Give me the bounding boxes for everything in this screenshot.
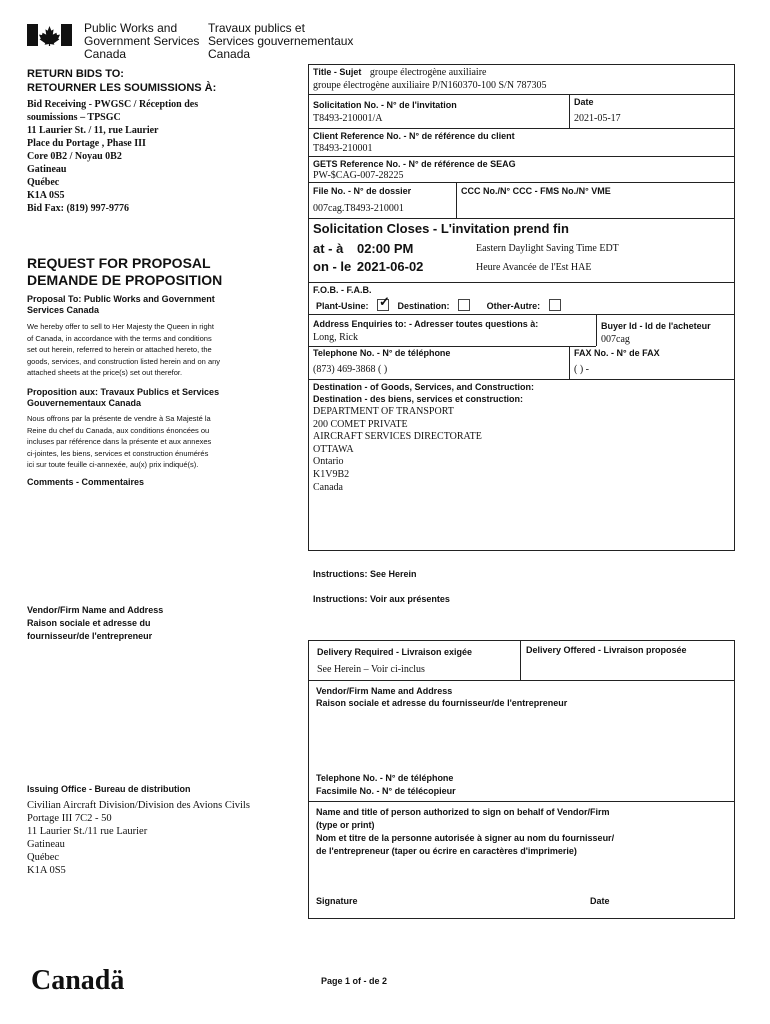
solicitation-label: Solicitation No. - N° de l'invitation [313,100,457,110]
destination-goods-value: DEPARTMENT OF TRANSPORT 200 COMET PRIVATE AIRCRAFT SERVICES DIRECTORATE OTTAWA Ontario K1V9B2 Canada [313,406,482,493]
fob-label: F.O.B. - F.A.B. [313,285,372,295]
request-for-proposal-title: REQUEST FOR PROPOSAL DEMANDE DE PROPOSITION [27,255,223,288]
department-name-en: Public Works and Government Services Canada [84,21,200,61]
closing-time-value: 02:00 PM [356,241,414,256]
signature-label: Signature [316,896,358,906]
title-value-full: groupe électrogène auxiliaire P/N160370-100 S/N 787305 [313,80,547,91]
gets-reference-value: PW-$CAG-007-28225 [313,170,404,181]
instructions-en: Instructions: See Herein [313,569,417,579]
canada-wordmark: Canadä [31,965,125,996]
plant-label: Plant-Usine: [316,301,369,311]
enquiries-value: Long, Rick [313,332,358,343]
solicitation-value: T8493-210001/A [313,113,383,124]
timezone-en: Eastern Daylight Saving Time EDT [476,243,619,254]
client-reference-value: T8493-210001 [313,143,373,154]
vendor-firm-label-left: Vendor/Firm Name and Address Raison sociale et adresse du fournisseur/de l'entrepreneur [27,605,164,641]
date-value: 2021-05-17 [574,113,621,124]
plant-checkbox[interactable] [377,299,389,311]
proposal-to-label: Proposal To: Public Works and Government Services Canada [27,294,215,315]
instructions-fr: Instructions: Voir aux présentes [313,594,450,604]
destination-goods-label: Destination - of Goods, Services, and Construction: Destination - des biens, services et construction: [313,382,535,404]
closing-date [313,259,423,275]
ccc-number-label: CCC No./N° CCC - FMS No./N° VME [461,186,611,196]
canada-flag-logo [27,24,72,46]
destination-checkbox[interactable] [458,299,470,311]
title-label: Title - Sujet [313,67,362,77]
client-reference-label: Client Reference No. - N° de référence du client [313,131,515,141]
buyer-id-value: 007cag [601,334,630,345]
telephone-facsimile-label: Telephone No. - N° de téléphone Facsimile No. - N° de télécopieur [316,773,456,796]
proposal-to-body: We hereby offer to sell to Her Majesty the Queen in right of Canada, in accordance with the terms and conditions set out herein, referred to herein or attached hereto, the goods, services, and construction listed herein and on any attached sheets at the price(s) set out therefor. [27,322,221,377]
fob-options [316,299,561,312]
delivery-required-value: See Herein – Voir ci-inclus [317,664,425,675]
comments-label: Comments - Commentaires [27,477,145,487]
file-number-label: File No. - N° de dossier [313,186,412,196]
telephone-label: Telephone No. - N° de téléphone [313,348,451,358]
file-number-value: 007cag.T8493-210001 [313,203,404,214]
proposition-label: Proposition aux: Travaux Publics et Services Gouvernementaux Canada [27,387,220,408]
gets-reference-label: GETS Reference No. - N° de référence de SEAG [313,159,516,169]
issuing-office-address: Civilian Aircraft Division/Division des Avions Civils Portage III 7C2 - 50 11 Laurier St./11 rue Laurier Gatineau Québec K1A 0S5 [27,800,250,876]
destination-option-label: Destination: [397,301,450,311]
fax-label: FAX No. - N° de FAX [574,348,660,358]
title-value: groupe électrogène auxiliaire [369,67,487,78]
buyer-id-label: Buyer Id - Id de l'acheteur [601,321,711,331]
vendor-firm-label: Vendor/Firm Name and Address Raison sociale et adresse du fournisseur/de l'entrepreneur [316,686,568,708]
issuing-office-label: Issuing Office - Bureau de distribution [27,784,191,794]
other-checkbox[interactable] [549,299,561,311]
closing-time [313,241,413,257]
delivery-required-label: Delivery Required - Livraison exigée [317,647,473,657]
on-label: on - le [313,259,352,274]
return-bids-address: Bid Receiving - PWGSC / Réception des soumissions – TPSGC 11 Laurier St. / 11, rue Laurier Place du Portage , Phase III Core 0B2 / Noyau 0B2 Gatineau Québec K1A 0S5 Bid Fax: (819) 997-9776 [27,99,199,214]
delivery-offered-label: Delivery Offered - Livraison proposée [526,645,687,655]
return-bids-title: RETURN BIDS TO: RETOURNER LES SOUMISSIONS À: [27,68,217,94]
signature-date-label: Date [590,896,610,906]
title-field [313,67,486,78]
other-label: Other-Autre: [486,301,541,311]
date-label: Date [574,97,594,107]
timezone-fr: Heure Avancée de l'Est HAE [476,262,592,273]
enquiries-label: Address Enquiries to: - Adresser toutes questions à: [313,319,539,329]
telephone-value: (873) 469-3868 ( ) [313,364,388,375]
department-name-fr: Travaux publics et Services gouvernementaux Canada [208,21,354,61]
closing-date-value: 2021-06-02 [356,259,424,274]
fax-value: ( ) - [574,364,589,375]
solicitation-closes-title: Solicitation Closes - L'invitation prend fin [313,221,569,236]
at-label: at - à [313,241,344,256]
proposition-body: Nous offrons par la présente de vendre à Sa Majesté la Reine du chef du Canada, aux conditions énoncées ou incluses par référence dans la présente et aux annexes ci-jointes, les biens, services et construction énumérés ici sur toute feuille ci-annexée, au(x) prix indiqué(s). [27,414,212,469]
authorized-person-label: Name and title of person authorized to sign on behalf of Vendor/Firm (type or print) Nom et titre de la personne autorisée à signer au nom du fournisseur/ de l'entrepreneur (taper ou écrire en caractères d'imprimerie) [316,807,615,856]
page-number: Page 1 of - de 2 [321,976,388,986]
